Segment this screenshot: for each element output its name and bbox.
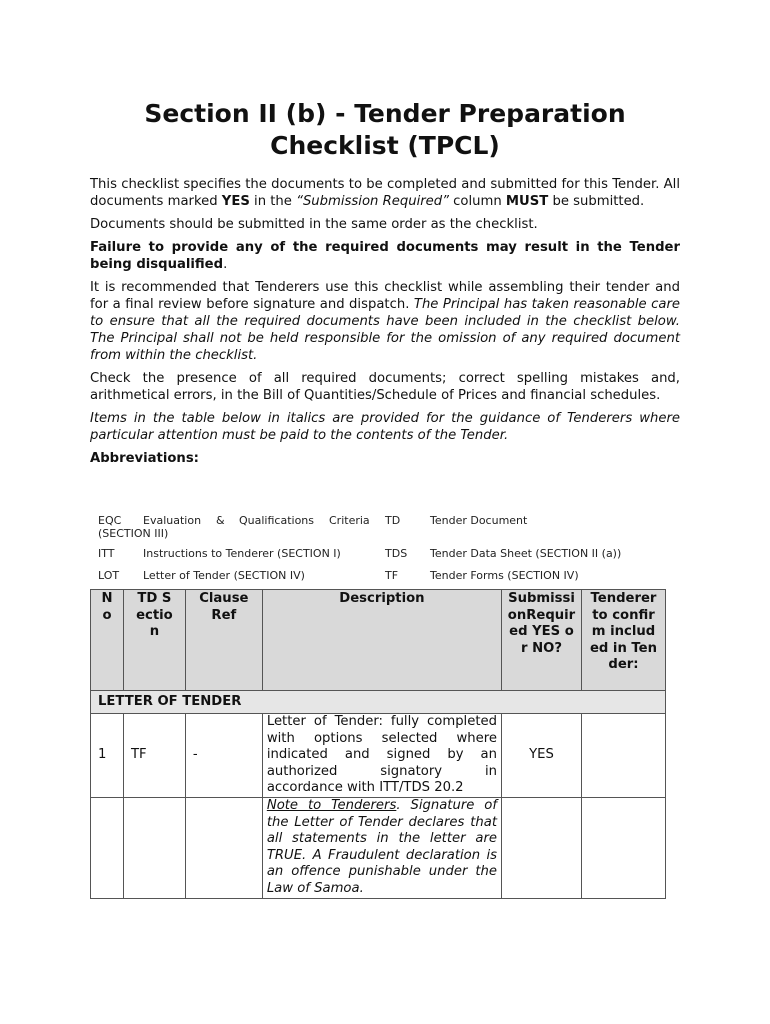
intro-paragraph-2: Documents should be submitted in the same order as the checklist. xyxy=(90,217,538,232)
table-header-row xyxy=(91,590,666,691)
row-no: 1 xyxy=(91,714,124,798)
header-no: No xyxy=(91,590,124,691)
abbr-code-tds: TDS xyxy=(385,547,408,560)
row-description: Letter of Tender: fully completed with options selected where indicated and signed by an authorized signatory in accordance with ITT/TDS 20.2 xyxy=(262,714,501,798)
abbr-meaning-itt: Instructions to Tenderer (SECTION I) xyxy=(143,547,341,560)
intro-paragraph-5: Check the presence of all required documents; correct spelling mistakes and, arithmetical errors, in the Bill of Quantities/Schedule of Prices and financial schedules. xyxy=(90,371,680,403)
row-clause-ref: - xyxy=(185,714,262,798)
abbr-meaning-lot: Letter of Tender (SECTION IV) xyxy=(143,569,305,582)
note-row-confirm[interactable] xyxy=(581,797,665,898)
header-td-section: TD Section xyxy=(123,590,185,691)
abbr-code-eqc: EQC xyxy=(98,514,122,527)
section-title: LETTER OF TENDER xyxy=(91,691,666,714)
abbreviations-heading: Abbreviations: xyxy=(90,451,199,466)
intro-paragraph-4: It is recommended that Tenderers use this checklist while assembling their tender and for a final review before signature and dispatch. The Principal has taken reasonable care to ensure that all the required documents have been included in the checklist below. The Principal shall not be held responsible for the omission of any required document from within the checklist. xyxy=(90,280,680,363)
abbr-meaning-tds: Tender Data Sheet (SECTION II (a)) xyxy=(430,547,622,560)
intro-paragraph-1: This checklist specifies the documents to be completed and submitted for this Tender. All documents marked YES in the “Submission Required” column MUST be submitted. xyxy=(90,177,680,209)
abbr-meaning-tf: Tender Forms (SECTION IV) xyxy=(430,569,579,582)
column-name-emphasis: “Submission Required” xyxy=(296,194,449,209)
header-submission-required: SubmissionRequired YES or NO? xyxy=(502,590,582,691)
checklist-table xyxy=(90,589,666,899)
table-row xyxy=(91,797,666,898)
disqualification-warning: Failure to provide any of the required documents may result in the Tender being disqualified. xyxy=(90,240,680,272)
header-clause-ref: Clause Ref xyxy=(185,590,262,691)
abbr-code-tf: TF xyxy=(385,569,399,582)
abbr-code-td: TD xyxy=(385,514,401,527)
abbr-code-itt: ITT xyxy=(98,547,115,560)
row-td-section: TF xyxy=(123,714,185,798)
header-description: Description xyxy=(262,590,501,691)
yes-emphasis: YES xyxy=(221,194,250,209)
intro-paragraph-6: Items in the table below in italics are provided for the guidance of Tenderers where particular attention must be paid to the contents of the Tender. xyxy=(90,411,680,443)
document-page xyxy=(90,98,680,467)
table-row xyxy=(91,714,666,798)
row-submission-required: YES xyxy=(502,714,582,798)
abbr-meaning-td: Tender Document xyxy=(430,514,528,527)
note-to-tenderers: Note to Tenderers. Signature of the Letter of Tender declares that all statements in the letter are TRUE. A Fraudulent declaration is an offence punishable under the Law of Samoa. xyxy=(262,797,501,898)
row-tenderer-confirm[interactable] xyxy=(581,714,665,798)
section-row xyxy=(91,691,666,714)
abbr-code-lot: LOT xyxy=(98,569,120,582)
must-emphasis: MUST xyxy=(505,194,549,209)
page-title: Section II (b) - Tender Preparation Checklist (TPCL) xyxy=(144,99,626,160)
header-tenderer-confirm: Tenderer to confirm included in Tender: xyxy=(581,590,665,691)
